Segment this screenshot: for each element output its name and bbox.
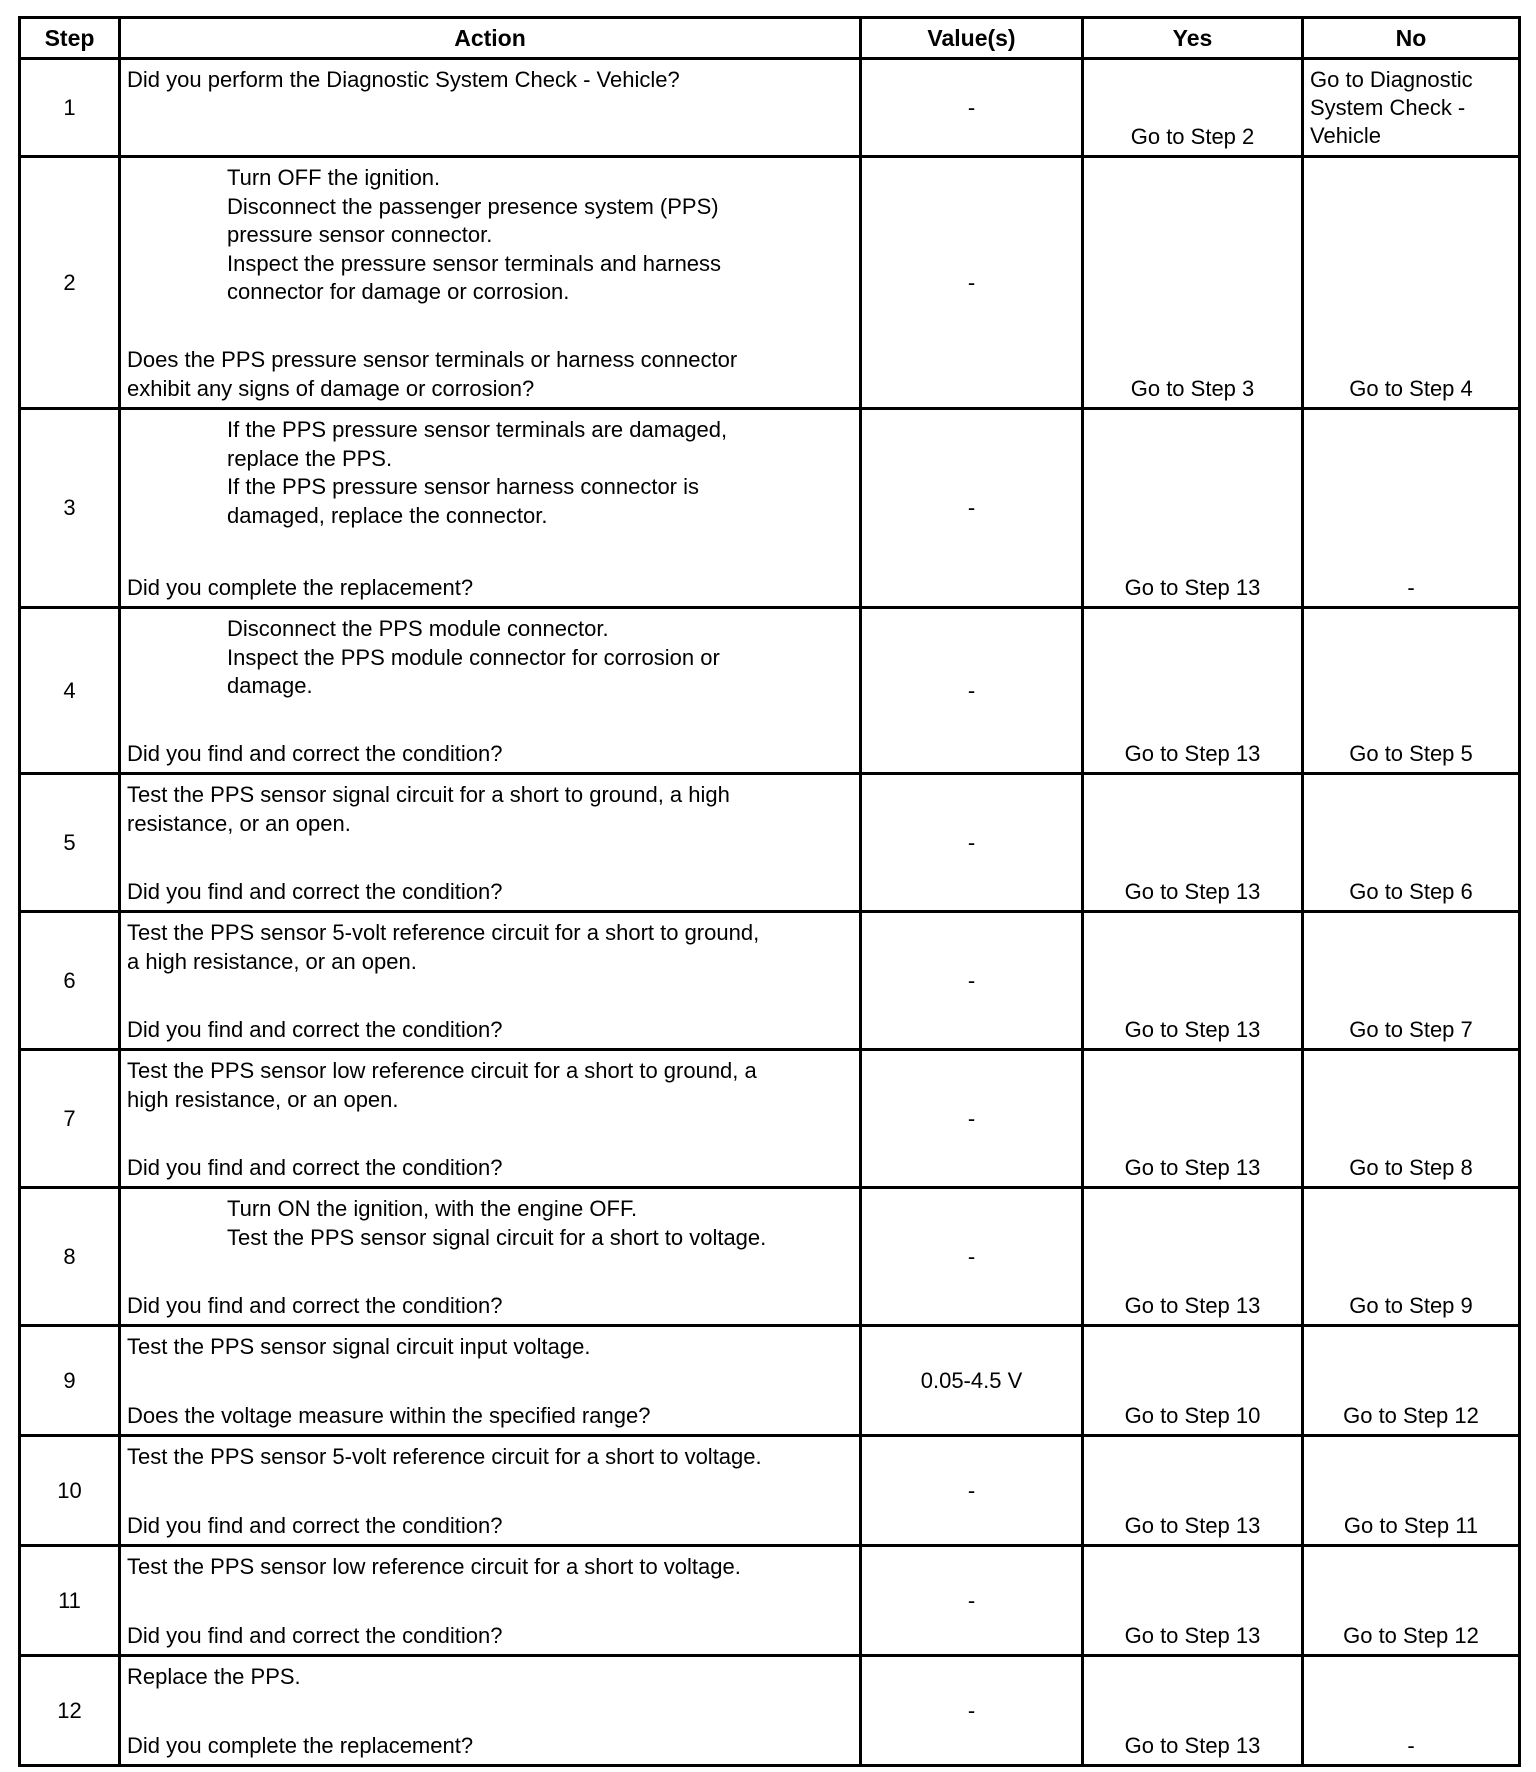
action-question: Did you find and correct the condition? [127, 1292, 503, 1318]
table-row [20, 1436, 1520, 1546]
action-cell [120, 409, 861, 608]
action-question: Did you find and correct the condition? [127, 740, 503, 766]
action-question: Did you complete the replacement? [127, 574, 474, 600]
action-line: Turn OFF the ignition. [227, 165, 441, 190]
action-question: Did you find and correct the condition? [127, 1622, 503, 1648]
table-row [20, 1546, 1520, 1656]
action-cell [120, 157, 861, 409]
value-cell: - [861, 1436, 1083, 1546]
yes-cell: Go to Step 13 [1083, 1436, 1303, 1546]
table-row [20, 59, 1520, 157]
action-line: Test the PPS sensor signal circuit for a short to ground, a high [127, 782, 730, 807]
yes-cell: Go to Step 13 [1083, 409, 1303, 608]
action-line: replace the PPS. [227, 445, 393, 471]
value-cell: - [861, 1050, 1083, 1188]
table-row [20, 157, 1520, 409]
no-cell: Go to Step 9 [1303, 1188, 1520, 1326]
action-question: Did you find and correct the condition? [127, 1512, 503, 1538]
action-instructions [127, 1663, 855, 1692]
action-line: Test the PPS sensor 5-volt reference circuit for a short to voltage. [127, 1444, 762, 1469]
action-cell [120, 1546, 861, 1656]
action-cell [120, 1436, 861, 1546]
action-line: Test the PPS sensor low reference circuit for a short to voltage. [127, 1554, 741, 1579]
action-line: high resistance, or an open. [127, 1086, 399, 1112]
action-instructions [127, 919, 855, 976]
action-cell [120, 912, 861, 1050]
action-instructions [127, 416, 855, 530]
action-line: Test the PPS sensor signal circuit for a short to voltage. [227, 1224, 767, 1250]
action-question: Does the voltage measure within the specified range? [127, 1402, 651, 1428]
action-line: Test the PPS sensor 5-volt reference circuit for a short to ground, [127, 920, 760, 945]
action-question: Does the PPS pressure sensor terminals or harness connector exhibit any signs of damage or corrosion? [127, 347, 738, 401]
action-instructions [127, 1553, 855, 1582]
step-number: 6 [20, 912, 120, 1050]
no-cell: Go to Step 12 [1303, 1326, 1520, 1436]
yes-cell: Go to Step 10 [1083, 1326, 1303, 1436]
step-number: 9 [20, 1326, 120, 1436]
no-cell: - [1303, 409, 1520, 608]
step-number: 1 [20, 59, 120, 157]
action-cell [120, 1188, 861, 1326]
action-line: Replace the PPS. [127, 1664, 301, 1689]
table-row [20, 1050, 1520, 1188]
yes-cell: Go to Step 13 [1083, 1188, 1303, 1326]
table-row [20, 1188, 1520, 1326]
action-cell [120, 774, 861, 912]
action-cell [120, 1050, 861, 1188]
action-line: If the PPS pressure sensor terminals are damaged, [227, 417, 728, 442]
step-number: 7 [20, 1050, 120, 1188]
action-question: Did you find and correct the condition? [127, 878, 503, 904]
yes-cell: Go to Step 13 [1083, 1050, 1303, 1188]
table-row [20, 912, 1520, 1050]
action-instructions [127, 615, 855, 701]
no-cell: Go to Step 5 [1303, 608, 1520, 774]
header-step: Step [20, 18, 120, 59]
action-line: damage. [227, 673, 313, 698]
table-row [20, 1326, 1520, 1436]
step-number: 11 [20, 1546, 120, 1656]
action-cell [120, 1656, 861, 1766]
yes-cell: Go to Step 3 [1083, 157, 1303, 409]
table-row [20, 774, 1520, 912]
table-row [20, 608, 1520, 774]
action-line: damaged, replace the connector. [227, 502, 548, 528]
yes-cell: Go to Step 2 [1083, 59, 1303, 157]
header-row [20, 18, 1520, 59]
header-action: Action [120, 18, 861, 59]
action-instructions [127, 781, 855, 838]
action-cell [120, 1326, 861, 1436]
value-cell: - [861, 1546, 1083, 1656]
action-instructions [127, 1057, 855, 1114]
value-cell: - [861, 608, 1083, 774]
value-cell: 0.05-4.5 V [861, 1326, 1083, 1436]
header-yes: Yes [1083, 18, 1303, 59]
step-number: 10 [20, 1436, 120, 1546]
action-line: Turn ON the ignition, with the engine OFF. [227, 1196, 638, 1221]
action-line: Inspect the pressure sensor terminals and harness [227, 250, 722, 276]
no-cell: Go to Step 7 [1303, 912, 1520, 1050]
action-line: Test the PPS sensor signal circuit input voltage. [127, 1334, 591, 1359]
value-cell: - [861, 157, 1083, 409]
action-line: Disconnect the passenger presence system (PPS) [227, 193, 719, 219]
action-line: Did you perform the Diagnostic System Check - Vehicle? [127, 67, 680, 92]
step-number: 4 [20, 608, 120, 774]
step-number: 8 [20, 1188, 120, 1326]
yes-cell: Go to Step 13 [1083, 1546, 1303, 1656]
action-question: Did you find and correct the condition? [127, 1154, 503, 1180]
no-cell: Go to Step 8 [1303, 1050, 1520, 1188]
no-cell: Go to Step 12 [1303, 1546, 1520, 1656]
yes-cell: Go to Step 13 [1083, 774, 1303, 912]
action-line: resistance, or an open. [127, 810, 351, 836]
value-cell: - [861, 1656, 1083, 1766]
table-body [20, 59, 1520, 1766]
action-instructions [127, 164, 855, 307]
action-line: connector for damage or corrosion. [227, 279, 570, 304]
table-row [20, 409, 1520, 608]
step-number: 12 [20, 1656, 120, 1766]
no-cell: Go to Step 11 [1303, 1436, 1520, 1546]
action-cell [120, 59, 861, 157]
value-cell: - [861, 1188, 1083, 1326]
value-cell: - [861, 912, 1083, 1050]
table-row [20, 1656, 1520, 1766]
action-question: Did you find and correct the condition? [127, 1016, 503, 1042]
value-cell: - [861, 59, 1083, 157]
action-line: Disconnect the PPS module connector. [227, 616, 609, 641]
header-no: No [1303, 18, 1520, 59]
no-cell: Go to Step 6 [1303, 774, 1520, 912]
yes-cell: Go to Step 13 [1083, 1656, 1303, 1766]
action-line: If the PPS pressure sensor harness connector is [227, 474, 700, 499]
no-cell: Go to Diagnostic System Check - Vehicle [1303, 59, 1520, 157]
action-instructions [127, 1333, 855, 1362]
value-cell: - [861, 409, 1083, 608]
no-cell: - [1303, 1656, 1520, 1766]
action-line: a high resistance, or an open. [127, 948, 417, 974]
yes-cell: Go to Step 13 [1083, 608, 1303, 774]
step-number: 2 [20, 157, 120, 409]
step-number: 3 [20, 409, 120, 608]
header-values: Value(s) [861, 18, 1083, 59]
yes-cell: Go to Step 13 [1083, 912, 1303, 1050]
action-question: Did you complete the replacement? [127, 1732, 474, 1758]
no-cell: Go to Step 4 [1303, 157, 1520, 409]
step-number: 5 [20, 774, 120, 912]
action-line: Test the PPS sensor low reference circuit for a short to ground, a [127, 1058, 757, 1083]
value-cell: - [861, 774, 1083, 912]
action-instructions [127, 1195, 855, 1252]
action-line: pressure sensor connector. [227, 222, 493, 247]
diagnostic-table [18, 16, 1521, 1767]
action-instructions [127, 66, 855, 95]
action-line: Inspect the PPS module connector for corrosion or [227, 644, 720, 670]
action-cell [120, 608, 861, 774]
action-instructions [127, 1443, 855, 1472]
